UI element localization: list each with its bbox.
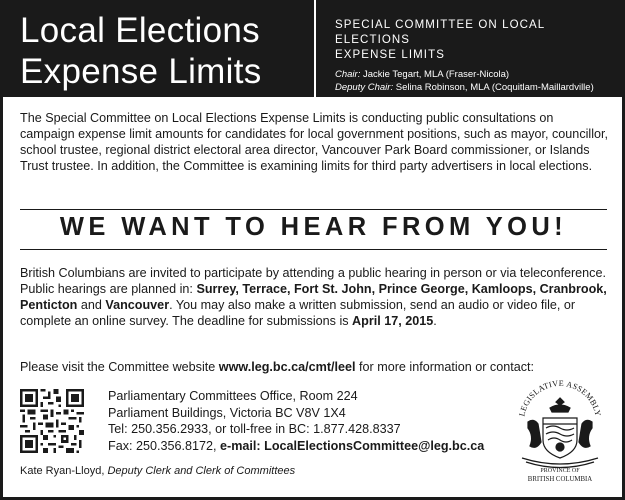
hearing-text-part2: . You may also make a written submission, send an audio or video file, or complete an online survey. The deadline for submissions is: [20, 298, 576, 328]
committee-name-line1: SPECIAL COMMITTEE ON LOCAL ELECTIONS: [335, 19, 545, 46]
contact-phone: Tel: 250.356.2933, or toll-free in BC: 1.877.428.8337: [108, 422, 401, 437]
website-suffix: for more information or contact:: [355, 360, 534, 374]
chair-info: [335, 68, 620, 94]
committee-name-line2: EXPENSE LIMITS: [335, 49, 445, 61]
seal-province-of: PROVINCE OF: [540, 468, 580, 474]
chair-name: Jackie Tegart, MLA (Fraser-Nicola): [362, 69, 510, 80]
headline-rule-top: [20, 209, 607, 210]
header-banner: [0, 0, 625, 97]
contact-office: Parliamentary Committees Office, Room 224: [108, 389, 358, 403]
hearing-cities: Surrey, Terrace, Fort St. John, Prince George, Kamloops, Cranbrook, Penticton: [20, 282, 607, 312]
hearing-text-part1: British Columbians are invited to participate by attending a public hearing in person or via teleconference. Public hearings are planned in:: [20, 266, 606, 296]
signature-title: Deputy Clerk and Clerk of Committees: [107, 465, 296, 477]
committee-name: [335, 18, 620, 63]
contact-block: [108, 388, 484, 454]
deputy-chair-label: Deputy Chair:: [335, 82, 394, 93]
website-prefix: Please visit the Committee website: [20, 360, 219, 374]
contact-address: Parliament Buildings, Victoria BC V8V 1X4: [108, 405, 346, 420]
page-title-line2: Expense Limits: [20, 52, 262, 91]
deadline-date: April 17, 2015: [352, 314, 434, 328]
seal-arc-text: LEGISLATIVE ASSEMBLY: [517, 378, 603, 418]
seal-british-columbia: BRITISH COLUMBIA: [527, 476, 593, 483]
signature-name: Kate Ryan-Lloyd,: [20, 465, 108, 477]
deputy-chair-name: Selina Robinson, MLA (Coquitlam-Maillardville): [395, 82, 594, 93]
deadline-period: .: [433, 314, 437, 328]
committee-block: [335, 18, 620, 94]
headline-rule-bottom: [20, 249, 607, 250]
title-block: [0, 0, 314, 97]
hearing-and: and: [77, 298, 106, 312]
hearing-city-last: Vancouver: [105, 298, 170, 312]
contact-fax: Fax: 250.356.8172,: [108, 438, 221, 453]
header-divider: [314, 0, 316, 97]
website-line: [20, 359, 612, 375]
signature: [20, 465, 295, 477]
website-link[interactable]: www.leg.bc.ca/cmt/leel: [218, 360, 356, 374]
intro-paragraph: The Special Committee on Local Elections Expense Limits is conducting public consultations on campaign expense limit amounts for candidates for local government positions, such as mayor, councillor, school trustee, regional district electoral area director, Vancouver Park Board commissioner, or Islands Trust trustee. In addition, the Committee is examining limits for third party advertisers in local elections.: [20, 111, 609, 173]
contact-fax-email: [108, 438, 484, 455]
page-title-line1: Local Elections: [20, 11, 260, 50]
headline: WE WANT TO HEAR FROM YOU!: [59, 213, 568, 241]
qr-code-icon: [20, 389, 84, 453]
chair-label: Chair:: [335, 69, 361, 80]
hearing-paragraph: [20, 265, 612, 329]
legislative-seal-icon: [510, 378, 610, 488]
contact-email[interactable]: e-mail: LocalElectionsCommittee@leg.bc.ca: [220, 438, 485, 453]
